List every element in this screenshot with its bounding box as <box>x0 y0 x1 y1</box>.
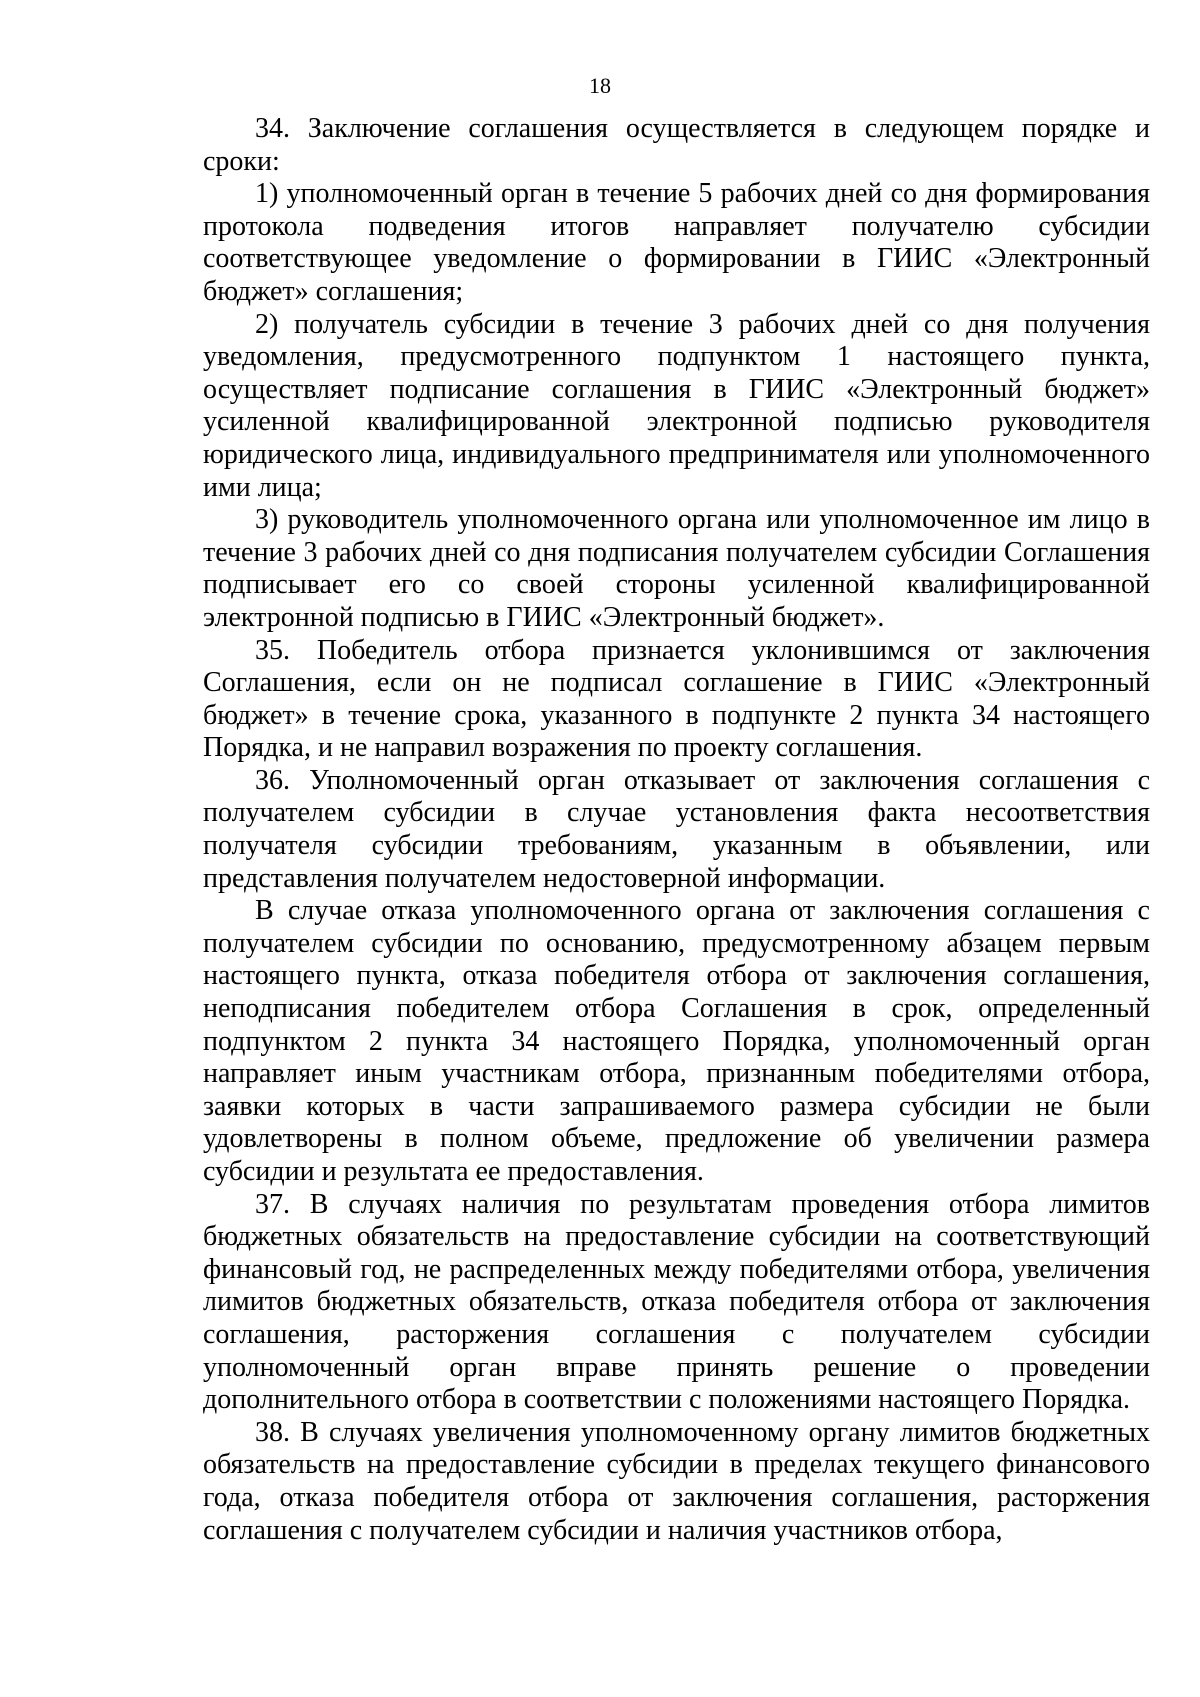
paragraph-34: 34. Заключение соглашения осуществляется в следующем порядке и сроки: <box>203 113 1150 177</box>
paragraph-34-item-2: 2) получатель субсидии в течение 3 рабочих дней со дня получения уведомления, предусмотренного подпунктом 1 настоящего пункта, осуществляет подписание соглашения в ГИИС «Электронный бюджет» усиленной квалифицированной электронной подписью руководителя юридического лица, индивидуального предпринимателя или уполномоченного ими лица; <box>203 308 1150 503</box>
paragraph-36: 36. Уполномоченный орган отказывает от заключения соглашения с получателем субсидии в случае установления факта несоответствия получателя субсидии требованиям, указанным в объявлении, или представления получателем недостоверной информации. <box>203 764 1150 894</box>
page-number: 18 <box>589 73 611 98</box>
paragraph-34-item-3: 3) руководитель уполномоченного органа или уполномоченное им лицо в течение 3 рабочих дней со дня подписания получателем субсидии Соглашения подписывает его со своей стороны усиленной квалифицированной электронной подписью в ГИИС «Электронный бюджет». <box>203 504 1150 633</box>
paragraph-35: 35. Победитель отбора признается уклонившимся от заключения Соглашения, если он не подписал соглашение в ГИИС «Электронный бюджет» в течение срока, указанного в подпункте 2 пункта 34 настоящего Порядка, и не направил возражения по проекту соглашения. <box>203 634 1150 764</box>
paragraph-36-second: В случае отказа уполномоченного органа от заключения соглашения с получателем субсидии по основанию, предусмотренному абзацем первым настоящего пункта, отказа победителя отбора от заключения соглашения, неподписания победителем отбора Соглашения в срок, определенный подпунктом 2 пункта 34 настоящего Порядка, уполномоченный орган направляет иным участникам отбора, признанным победителями отбора, заявки которых в части запрашиваемого размера субсидии не были удовлетворены в полном объеме, предложение об увеличении размера субсидии и результата ее предоставления. <box>203 895 1150 1187</box>
paragraph-34-item-1: 1) уполномоченный орган в течение 5 рабочих дней со дня формирования протокола подведения итогов направляет получателю субсидии соответствующее уведомление о формировании в ГИИС «Электронный бюджет» соглашения; <box>203 178 1150 307</box>
document-body <box>203 113 1150 1547</box>
paragraph-37: 37. В случаях наличия по результатам проведения отбора лимитов бюджетных обязательств на предоставление субсидии на соответствующий финансовый год, не распределенных между победителями отбора, увеличения лимитов бюджетных обязательств, отказа победителя отбора от заключения соглашения, расторжения соглашения с получателем субсидии уполномоченный орган вправе принять решение о проведении дополнительного отбора в соответствии с положениями настоящего Порядка. <box>203 1188 1150 1416</box>
paragraph-38: 38. В случаях увеличения уполномоченному органу лимитов бюджетных обязательств на предоставление субсидии в пределах текущего финансового года, отказа победителя отбора от заключения соглашения, расторжения соглашения с получателем субсидии и наличия участников отбора, <box>203 1416 1150 1546</box>
